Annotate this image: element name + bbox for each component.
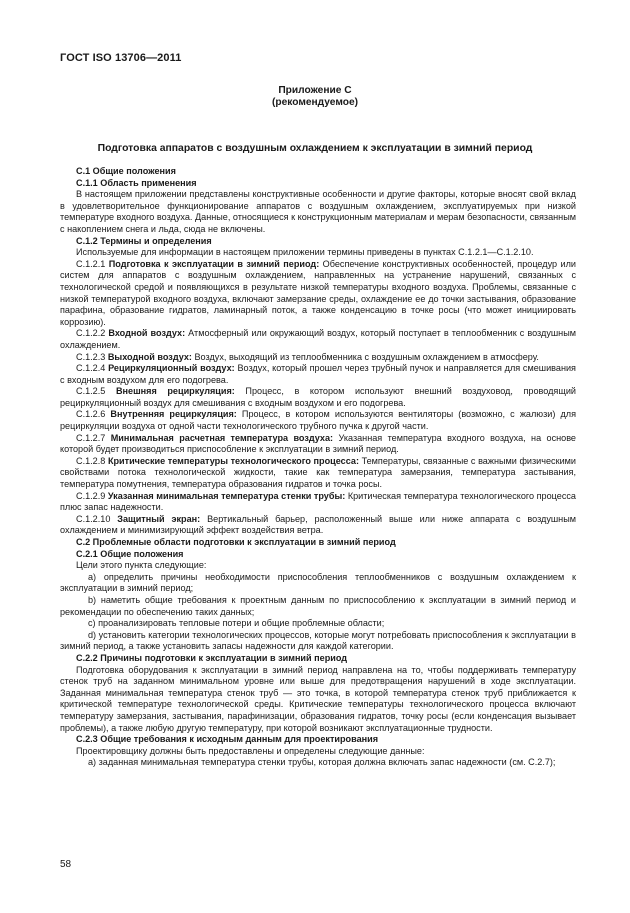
term-text: Воздух, выходящий из теплообменника с воздушным охлаждением в атмосферу. xyxy=(191,351,539,362)
term-text: Атмосферный или окружающий воздух, который поступает в теплообменник с воздушным охлаждением. xyxy=(60,328,576,350)
appendix-title: Приложение С xyxy=(278,85,352,96)
list-item: b) наметить общие требования к проектным данным по приспособлению к эксплуатации в зимний период и рекомендации по обеспечению таких данных; xyxy=(60,594,576,617)
section-heading: С.2 Проблемные области подготовки к эксплуатации в зимний период xyxy=(76,537,396,547)
term-text: Указанная температура входного воздуха, на основе которой будет производиться приспособление к эксплуатации в зимний период. xyxy=(60,432,576,455)
list-item: c) проанализировать тепловые потери и общие проблемные области; xyxy=(88,618,385,629)
standard-code-header: ГОСТ ISO 13706—2011 xyxy=(60,52,182,64)
term-number: С.1.2.3 xyxy=(76,351,108,362)
section-heading: С.1 Общие положения xyxy=(76,166,176,176)
document-title: Подготовка аппаратов с воздушным охлаждением к эксплуатации в зимний период xyxy=(97,143,533,154)
term-definition xyxy=(60,328,576,351)
term-text: Обеспечение конструктивных особенностей, процедур или систем для аппаратов с воздушным охлаждением, направленных на устранение нарушений, связанных с технологической средой и появляющихся в результате низкой температуры входного воздуха. Проблемы, связанные с низкой температурой входного воздуха, включают замерзание среды, охлаждение ее до точки застывания, образование парафина, образование гидратов, ламинарный поток, а также конденсацию в точке росы (что может инициировать коррозию). xyxy=(60,258,576,327)
term-text: Процесс, в котором используются вентиляторы (возможно, с жалюзи) для рециркуляции воздуха от одной части технологического трубного пучка к другой части. xyxy=(60,409,576,432)
term-number: С.1.2.1 xyxy=(76,258,109,269)
section-heading: С.2.3 Общие требования к исходным данным для проектирования xyxy=(76,734,379,745)
term-name: Критические температуры технологического процесса: xyxy=(107,455,359,466)
term-name: Рециркуляционный воздух: xyxy=(108,363,235,374)
term-text: Вертикальный барьер, расположенный выше или ниже аппарата с воздушным охлаждением и минимизирующий эффект воздействия ветра. xyxy=(60,513,576,536)
paragraph: Используемые для информации в настоящем приложении термины приведены в пунктах С.1.2.1—С.1.2.10. xyxy=(76,247,534,258)
term-definition xyxy=(60,352,576,364)
page-number: 58 xyxy=(60,859,72,870)
list-item: a) определить причины необходимости приспособления теплообменников с воздушным охлаждением к эксплуатации в зимний период; xyxy=(60,571,576,594)
term-definition xyxy=(60,409,576,432)
term-name: Внешняя рециркуляция: xyxy=(115,386,235,397)
paragraph: Проектировщику должны быть предоставлены и определены следующие данные: xyxy=(76,745,425,756)
term-name: Входной воздух: xyxy=(108,328,186,339)
term-number: С.1.2.5 xyxy=(76,386,116,397)
term-number: С.1.2.4 xyxy=(76,363,109,374)
term-definition xyxy=(60,456,576,491)
term-number: С.1.2.8 xyxy=(76,455,108,466)
term-number: С.1.2.10 xyxy=(76,513,118,524)
term-name: Выходной воздух: xyxy=(107,351,192,362)
section-heading: С.1.1 Область применения xyxy=(76,177,197,188)
term-definition xyxy=(60,259,576,329)
term-number: С.1.2.7 xyxy=(76,432,111,443)
term-text: Критическая температура технологического процесса плюс запас надежности. xyxy=(60,490,576,513)
term-definition xyxy=(60,386,576,409)
term-text: Процесс, в котором используют внешний воздуховод, проводящий рециркуляционный воздух для смешивания с входным воздухом и его подогрева. xyxy=(60,386,576,408)
term-definition xyxy=(60,491,576,514)
term-definition xyxy=(60,514,576,537)
term-text: Воздух, который прошел через трубный пучок и направляется для смешивания с входным воздухом для его подогрева. xyxy=(60,363,576,385)
paragraph: Подготовка оборудования к эксплуатации в зимний период направлена на то, чтобы поддерживать температуру стенок труб на заданном минимальном уровне или выше для предотвращения нарушений в ходе эксплуатации. Заданная минимальная температура стенок труб — это точка, в которой температура стенок труб приближается к критической температуре технологической среды. Критические температуры технологического процесса включают температуру замерзания, застывания, парафинизации, образования гидратов, точку росы (если конденсация вызывает проблемы), а также любую другую температуру, при которой возникают эксплуатационные трудности. xyxy=(60,664,576,733)
section-heading: С.2.1 Общие положения xyxy=(76,548,184,559)
section-heading: С.1.2 Термины и определения xyxy=(76,235,212,246)
term-number: С.1.2.6 xyxy=(76,409,111,420)
term-text: Температуры, связанные с важными физическими свойствами потока технологической жидкости, такие как температура замерзания, температура застывания, температура помутнения, температура образования гидратов и точка росы. xyxy=(60,455,576,490)
paragraph: В настоящем приложении представлены конструктивные особенности и другие факторы, которые вносят свой вклад в удовлетворительное функционирование аппаратов с воздушным охлаждением, эксплуатируемых при низкой температуре входного воздуха. Данные, относящиеся к конструкционным материалам и мерам безопасности, связанным с накоплением снега и льда, сюда не включены. xyxy=(60,189,576,234)
list-item: d) установить категории технологических процессов, которые могут потребовать приспособления к эксплуатации в зимний период, а также установить запасы надежности для каждой категории. xyxy=(60,629,576,652)
term-definition xyxy=(60,433,576,456)
term-name: Подготовка к эксплуатации в зимний период: xyxy=(108,258,320,269)
document-body xyxy=(60,166,576,769)
term-name: Защитный экран: xyxy=(117,513,201,524)
term-number: С.1.2.9 xyxy=(76,490,108,501)
section-heading: С.2.2 Причины подготовки к эксплуатации в зимний период xyxy=(76,652,348,663)
term-number: С.1.2.2 xyxy=(76,328,109,339)
term-name: Внутренняя рециркуляция: xyxy=(110,409,237,420)
term-definition xyxy=(60,363,576,386)
term-name: Минимальная расчетная температура воздуха: xyxy=(110,432,334,443)
appendix-subtitle: (рекомендуемое) xyxy=(271,97,359,108)
list-item: a) заданная минимальная температура стенки трубы, которая должна включать запас надежности (см. С.2.7); xyxy=(88,757,556,768)
term-name: Указанная минимальная температура стенки трубы: xyxy=(107,490,346,501)
paragraph: Цели этого пункта следующие: xyxy=(76,560,207,571)
